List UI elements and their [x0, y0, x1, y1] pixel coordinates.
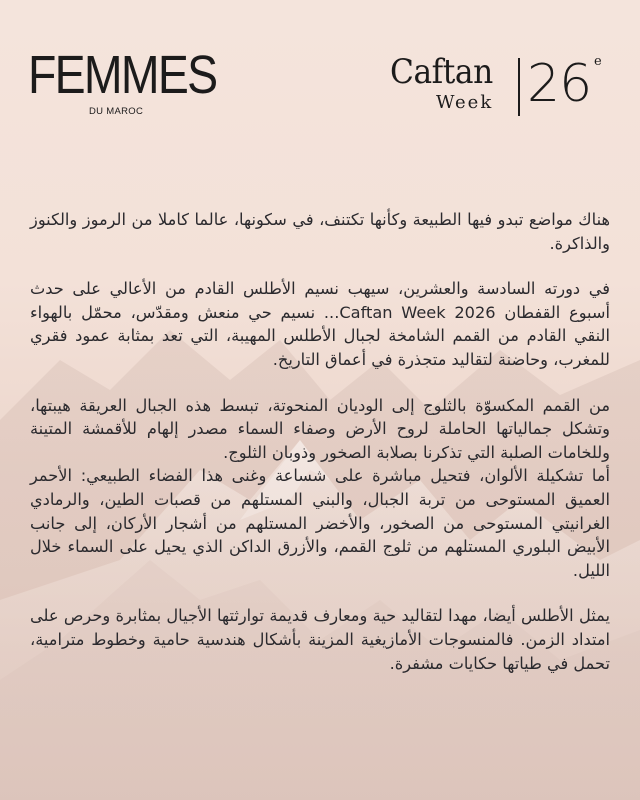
- caftan-logo-edition: 26: [527, 54, 592, 114]
- paragraph-traditions: يمثل الأطلس أيضا، مهدا لتقاليد حية ومعارف قديمة توارثتها الأجيال بمثابرة وحرص على امتداد الزمن. فالمنسوجات الأمازيغية المزينة بأشكال هندسية حامية وخطوط مترامية، تحمل في طياتها حكايات مشفرة.: [30, 606, 610, 673]
- paragraph-mountains: من القمم المكسوّة بالثلوج إلى الوديان المنحوتة، تبسط هذه الجبال العريقة هيبتها، وتشكل جمالياتها الحاملة لروح الأرض وصفاء السماء مصدر إلهام للأقمشة المتينة وللخامات الصلبة التي تذكرنا بصلابة الصخور وذوبان الثلوج.: [30, 395, 610, 462]
- caftan-logo-word1: Caftan: [390, 52, 493, 92]
- logo-divider: [518, 58, 520, 116]
- header: [0, 0, 640, 140]
- caftan-week-logo: [390, 52, 620, 122]
- paragraph-intro: هناك مواضع تبدو فيها الطبيعة وكأنها تكتنف، في سكونها، عالما كاملا من الرموز والكنوز والذاكرة.: [30, 210, 610, 253]
- paragraph-edition: في دورته السادسة والعشرين، سيهب نسيم الأطلس القادم من الأعالي على حدث أسبوع القفطان Caftan Week 2026... نسيم حي منعش ومقدّس، محمّل بالهواء النقي القادم من القمم الشامخة لجبال الأطلس المهيبة، التي تعد بمثابة عمود فقري للمغرب، وحاضنة لتقاليد متجذرة في أعماق التاريخ.: [30, 279, 610, 369]
- femmes-logo-subtitle: DU MAROC: [89, 106, 144, 117]
- femmes-du-maroc-logo: [28, 45, 248, 117]
- paragraph-colors: أما تشكيلة الألوان، فتحيل مباشرة على شساعة وغنى هذا الفضاء الطبيعي: الأحمر العميق المستوحى من تربة الجبال، والبني المستلهم من قصبات الطين، والرمادي الغرانيتي المستوحى من الصخور، والأخضر المستلهم من أشجار الأركان، إلى جانب الأبيض البلوري المستلهم من ثلوج القمم، والأزرق الداكن الذي يحيل على السماء خلال الليل.: [30, 466, 610, 580]
- caftan-logo-edition-suffix: e: [594, 54, 602, 69]
- femmes-logo-title: FEMMES: [28, 45, 217, 105]
- article-body: [30, 208, 610, 675]
- caftan-logo-word2: Week: [436, 92, 494, 113]
